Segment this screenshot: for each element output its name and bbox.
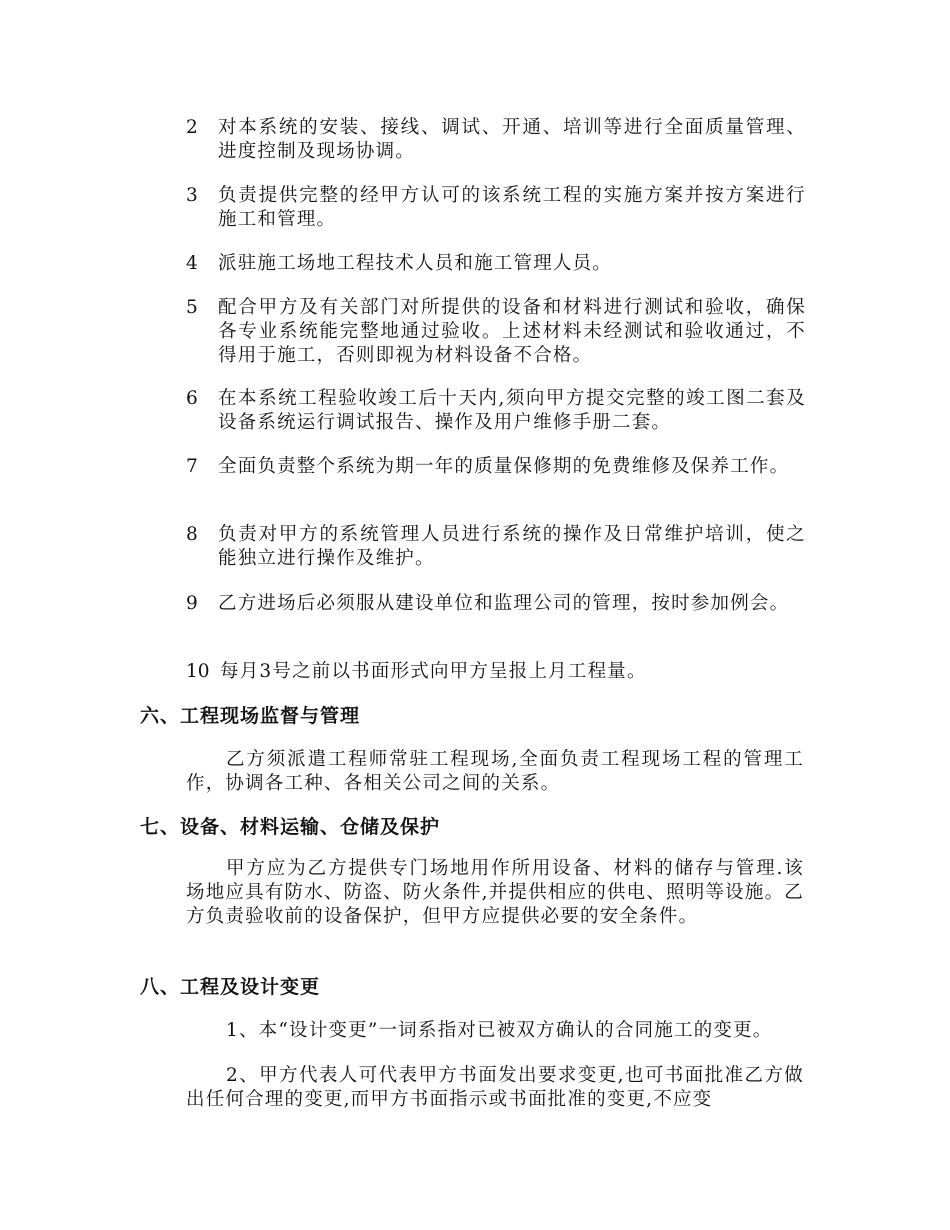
list-item-text: 对本系统的安装、接线、调试、开通、培训等进行全面质量管理、进度控制及现场协调。	[218, 117, 806, 162]
list-item-number: 2	[186, 117, 198, 138]
list-item-text: 全面负责整个系统为期一年的质量保修期的免费维修及保养工作。	[218, 456, 790, 477]
list-item-text: 派驻施工场地工程技术人员和施工管理人员。	[218, 253, 613, 274]
list-item-3	[186, 184, 806, 232]
section-7-paragraph: 甲方应为乙方提供专门场地用作所用设备、材料的储存与管理.该场地应具有防水、防盗、防火条件,并提供相应的供电、照明等设施。乙方负责验收前的设备保护，但甲方应提供必要的安全条件。	[186, 858, 804, 927]
section-6-paragraph: 乙方须派遣工程师常驻工程现场,全面负责工程现场工程的管理工作，协调各工种、各相关公司之间的关系。	[186, 749, 804, 794]
section-8-clause-2: 2、甲方代表人可代表甲方书面发出要求变更,也可书面批准乙方做出任何合理的变更,而甲方书面指示或书面批准的变更,不应变	[186, 1065, 804, 1110]
list-item-text: 配合甲方及有关部门对所提供的设备和材料进行测试和验收，确保各专业系统能完整地通过验收。上述材料未经测试和验收通过，不得用于施工，否则即视为材料设备不合格。	[218, 297, 806, 366]
list-item-6	[186, 387, 806, 435]
list-item-4	[186, 252, 806, 276]
list-item-text: 负责对甲方的系统管理人员进行系统的操作及日常维护培训，使之能独立进行操作及维护。	[218, 524, 806, 569]
list-item-text: 每月3号之前以书面形式向甲方呈报上月工程量。	[220, 661, 647, 682]
list-item-7	[186, 455, 806, 479]
section-heading-7: 七、设备、材料运输、仓储及保护	[140, 816, 441, 838]
list-item-8	[186, 523, 806, 571]
list-item-number: 10	[186, 661, 210, 682]
list-item-5	[186, 296, 806, 368]
list-item-number: 8	[186, 524, 198, 545]
list-item-text: 在本系统工程验收竣工后十天内,须向甲方提交完整的竣工图二套及设备系统运行调试报告、操作及用户维修手册二套。	[218, 388, 806, 433]
list-item-number: 3	[186, 185, 198, 206]
list-item-text: 负责提供完整的经甲方认可的该系统工程的实施方案并按方案进行施工和管理。	[218, 185, 806, 230]
list-item-number: 9	[186, 593, 198, 614]
section-heading-8: 八、工程及设计变更	[140, 976, 321, 998]
list-item-number: 7	[186, 456, 198, 477]
list-item-number: 6	[186, 388, 198, 409]
section-heading-6: 六、工程现场监督与管理	[140, 705, 361, 727]
list-item-number: 4	[186, 253, 198, 274]
list-item-number: 5	[186, 297, 198, 318]
list-item-10	[186, 660, 806, 684]
list-item-9	[186, 592, 806, 616]
list-item-text: 乙方进场后必须服从建设单位和监理公司的管理，按时参加例会。	[218, 593, 790, 614]
section-8-clause-1: 1、本“设计变更”一词系指对已被双方确认的合同施工的变更。	[226, 1020, 773, 1041]
list-item-2	[186, 116, 806, 164]
